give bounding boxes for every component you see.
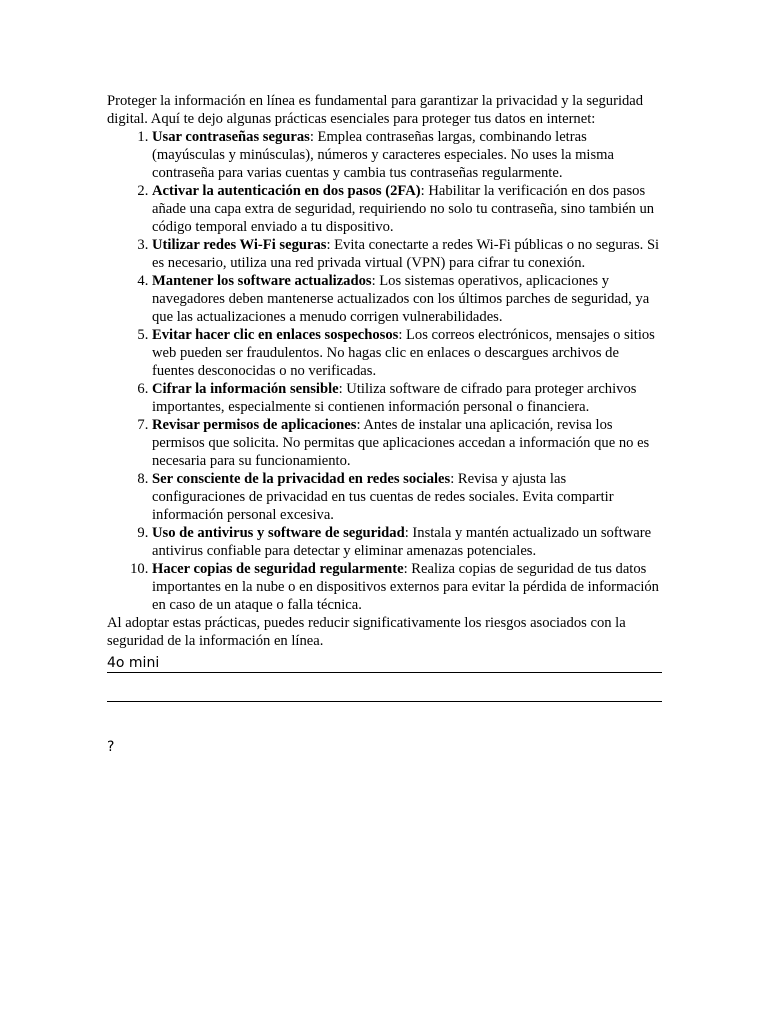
list-item bbox=[152, 236, 662, 272]
tip-title: Usar contraseñas seguras bbox=[152, 129, 310, 145]
tip-title: Activar la autenticación en dos pasos (2FA) bbox=[152, 183, 421, 199]
tip-title: Revisar permisos de aplicaciones bbox=[152, 417, 357, 433]
list-item bbox=[152, 416, 662, 470]
tip-text: : Antes de instalar una aplicación, revisa los permisos que solicita. No permitas que aplicaciones accedan a información que no es necesaria para su funcionamiento. bbox=[152, 417, 650, 469]
tip-title: Cifrar la información sensible bbox=[152, 381, 339, 397]
tip-title: Hacer copias de seguridad regularmente bbox=[152, 561, 404, 577]
list-item bbox=[152, 182, 662, 236]
tip-title: Evitar hacer clic en enlaces sospechosos bbox=[152, 327, 399, 343]
list-item bbox=[152, 560, 662, 614]
tip-title: Ser consciente de la privacidad en redes sociales bbox=[152, 471, 451, 487]
tip-text: : Utiliza software de cifrado para proteger archivos importantes, especialmente si contienen información personal o financiera. bbox=[152, 381, 637, 415]
list-item bbox=[152, 524, 662, 560]
divider bbox=[107, 701, 662, 702]
list-item bbox=[152, 128, 662, 182]
tip-title: Mantener los software actualizados bbox=[152, 273, 372, 289]
list-item bbox=[152, 470, 662, 524]
tips-list bbox=[107, 128, 662, 614]
list-item bbox=[152, 380, 662, 416]
tip-text: : Realiza copias de seguridad de tus datos importantes en la nube o en dispositivos externos para evitar la pérdida de información en caso de un ataque o falla técnica. bbox=[152, 561, 659, 613]
tip-title: Uso de antivirus y software de seguridad bbox=[152, 525, 405, 541]
tip-text: : Habilitar la verificación en dos pasos añade una capa extra de seguridad, requiriendo no solo tu contraseña, sino también un código temporal enviado a tu dispositivo. bbox=[152, 183, 655, 235]
question-mark-text: ? bbox=[107, 739, 115, 755]
list-item bbox=[152, 326, 662, 380]
tip-text: : Los sistemas operativos, aplicaciones y navegadores deben mantenerse actualizados con los últimos parches de seguridad, ya que las actualizaciones a menudo corrigen vulnerabilidades. bbox=[152, 273, 650, 325]
tip-text: : Los correos electrónicos, mensajes o sitios web pueden ser fraudulentos. No hagas clic en enlaces o descargues archivos de fuentes desconocidas o no verificadas. bbox=[152, 327, 655, 379]
outro-paragraph: Al adoptar estas prácticas, puedes reducir significativamente los riesgos asociados con la seguridad de la información en línea. bbox=[107, 615, 626, 649]
tip-text: : Evita conectarte a redes Wi-Fi públicas o no seguras. Si es necesario, utiliza una red privada virtual (VPN) para cifrar tu conexión. bbox=[152, 237, 660, 271]
intro-paragraph: Proteger la información en línea es fundamental para garantizar la privacidad y la seguridad digital. Aquí te dejo algunas prácticas esenciales para proteger tus datos en internet: bbox=[107, 93, 644, 127]
document-body bbox=[107, 92, 662, 650]
list-item bbox=[152, 272, 662, 326]
tip-text: : Revisa y ajusta las configuraciones de privacidad en tus cuentas de redes sociales. Evita compartir información personal excesiva. bbox=[152, 471, 614, 523]
tip-title: Utilizar redes Wi-Fi seguras bbox=[152, 237, 327, 253]
tip-text: : Emplea contraseñas largas, combinando letras (mayúsculas y minúsculas), números y caracteres especiales. No uses la misma contraseña para varias cuentas y cambia tus contraseñas regularmente. bbox=[152, 129, 614, 181]
model-label: 4o mini bbox=[107, 654, 662, 673]
tip-text: : Instala y mantén actualizado un software antivirus confiable para detectar y eliminar amenazas potenciales. bbox=[152, 525, 652, 559]
